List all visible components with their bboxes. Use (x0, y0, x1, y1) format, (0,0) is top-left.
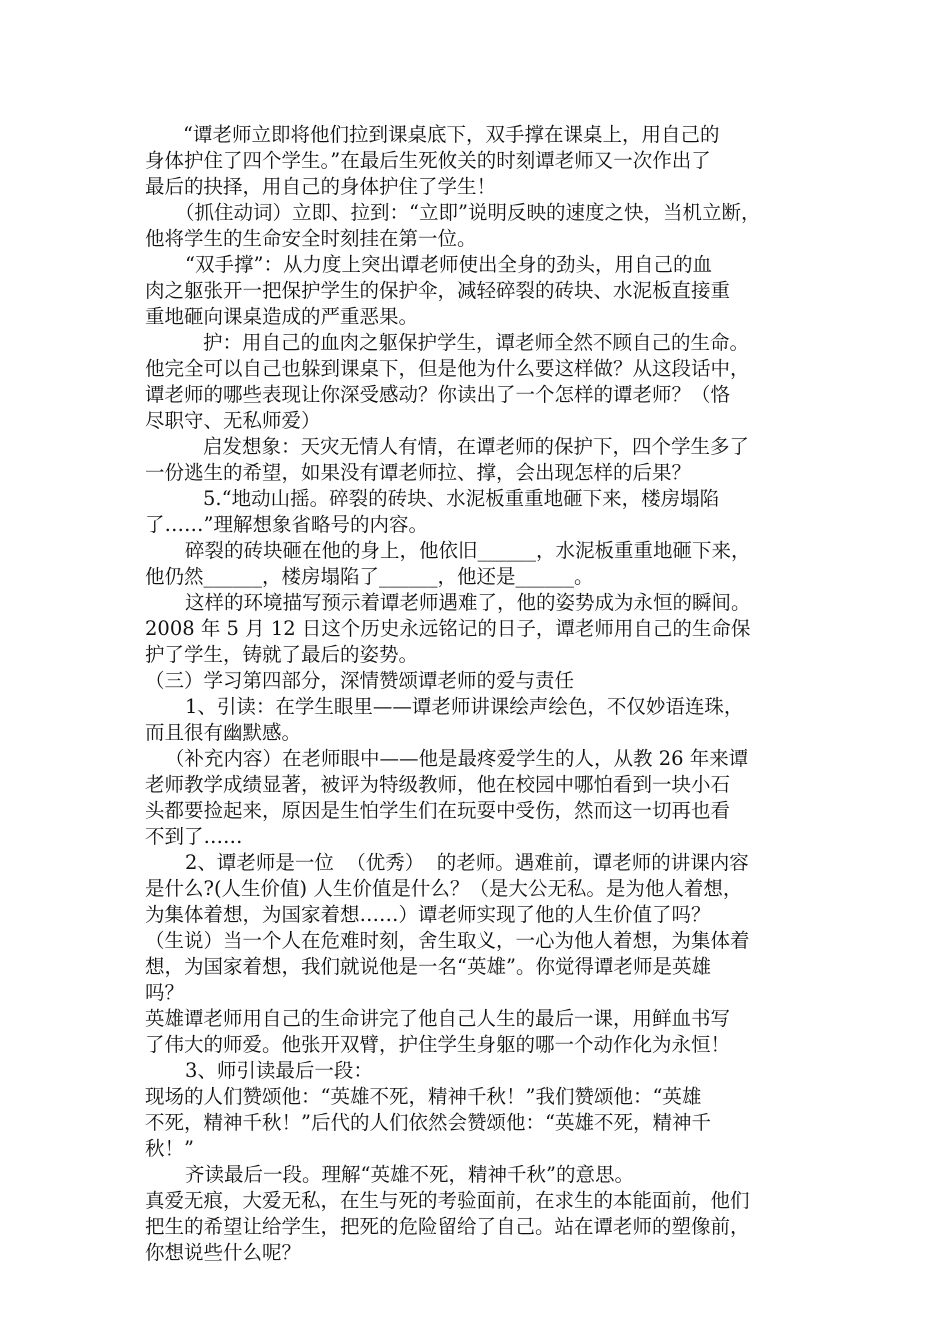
text-line: （补充内容）在老师眼中——他是最疼爱学生的人，从教 26 年来谭 (165, 747, 749, 770)
text-line: 一份逃生的希望，如果没有谭老师拉、撑，会出现怎样的后果？ (145, 461, 692, 484)
text-line: （生说）当一个人在危难时刻，舍生取义，一心为他人着想，为集体着 (145, 929, 750, 952)
text-line: 护了学生，铸就了最后的姿势。 (145, 643, 419, 666)
text-line: 他完全可以自己也躲到课桌下，但是他为什么要这样做？从这段话中， (145, 357, 750, 380)
text-line: 1、引读：在学生眼里——谭老师讲课绘声绘色，不仅妙语连珠， (185, 695, 744, 718)
text-line: 而且很有幽默感。 (145, 721, 302, 744)
text-line: 头都要捡起来，原因是生怕学生们在玩耍中受伤，然而这一切再也看 (145, 799, 731, 822)
text-line: 谭老师的哪些表现让你深受感动？你读出了一个怎样的谭老师？（恪 (145, 383, 731, 406)
text-line: 不到了…… (145, 825, 243, 848)
text-line: 吗？ (145, 981, 185, 1004)
text-line: 2008 年 5 月 12 日这个历史永远铭记的日子，谭老师用自己的生命保 (145, 617, 751, 640)
text-line: 尽职守、无私师爱） (145, 409, 321, 432)
text-line: 想，为国家着想，我们就说他是一名“英雄”。你觉得谭老师是英雄 (145, 955, 711, 978)
text-line: “双手撑”：从力度上突出谭老师使出全身的劲头，用自己的血 (185, 253, 712, 276)
text-line: 老师教学成绩显著，被评为特级教师，他在校园中哪怕看到一块小石 (145, 773, 731, 796)
text-line: 身体护住了四个学生。”在最后生死攸关的时刻谭老师又一次作出了 (145, 149, 711, 172)
text-line: 3、师引读最后一段： (185, 1059, 373, 1082)
text-line: 2、谭老师是一位 （优秀） 的老师。遇难前，谭老师的讲课内容 (185, 851, 749, 874)
text-line: 英雄谭老师用自己的生命讲完了他自己人生的最后一课，用鲜血书写 (145, 1007, 731, 1030)
text-line: 肉之躯张开一把保护学生的保护伞，减轻碎裂的砖块、水泥板直接重 (145, 279, 731, 302)
text-line: 了……”理解想象省略号的内容。 (145, 513, 428, 536)
text-line: （抓住动词）立即、拉到：“立即”说明反映的速度之快，当机立断， (175, 201, 761, 224)
text-line: 是什么?(人生价值) 人生价值是什么？（是大公无私。是为他人着想， (145, 877, 743, 900)
text-line: （三）学习第四部分，深情赞颂谭老师的爱与责任 (145, 669, 575, 692)
text-line: 为集体着想，为国家着想……）谭老师实现了他的人生价值了吗？ (145, 903, 711, 926)
text-line: 秋！” (145, 1137, 194, 1160)
text-line: 5.“地动山摇。碎裂的砖块、水泥板重重地砸下来，楼房塌陷 (203, 487, 720, 510)
text-line: 这样的环境描写预示着谭老师遇难了，他的姿势成为永恒的瞬间。 (185, 591, 751, 614)
text-line: 护：用自己的血肉之躯保护学生，谭老师全然不顾自己的生命。 (203, 331, 750, 354)
text-line: “谭老师立即将他们拉到课桌底下，双手撑在课桌上，用自己的 (183, 123, 720, 146)
document-page (145, 122, 810, 1266)
text-line: 了伟大的师爱。他张开双臂，护住学生身躯的哪一个动作化为永恒！ (145, 1033, 731, 1056)
text-line: 碎裂的砖块砸在他的身上，他依旧______，水泥板重重地砸下来， (185, 539, 751, 562)
text-line: 重地砸向课桌造成的严重恶果。 (145, 305, 419, 328)
text-line: 把生的希望让给学生，把死的危险留给了自己。站在谭老师的塑像前， (145, 1215, 750, 1238)
text-line: 最后的抉择，用自己的身体护住了学生！ (145, 175, 497, 198)
text-line: 不死，精神千秋！”后代的人们依然会赞颂他：“英雄不死，精神千 (145, 1111, 711, 1134)
text-line: 你想说些什么呢？ (145, 1241, 302, 1264)
text-line: 他将学生的生命安全时刻挂在第一位。 (145, 227, 477, 250)
text-line: 启发想象：天灾无情人有情，在谭老师的保护下，四个学生多了 (203, 435, 750, 458)
text-line: 真爱无痕，大爱无私，在生与死的考验面前，在求生的本能面前，他们 (145, 1189, 750, 1212)
text-line: 他仍然______，楼房塌陷了______，他还是______。 (145, 565, 594, 588)
text-line: 齐读最后一段。理解“英雄不死，精神千秋”的意思。 (185, 1163, 634, 1186)
text-line: 现场的人们赞颂他：“英雄不死，精神千秋！”我们赞颂他：“英雄 (145, 1085, 702, 1108)
